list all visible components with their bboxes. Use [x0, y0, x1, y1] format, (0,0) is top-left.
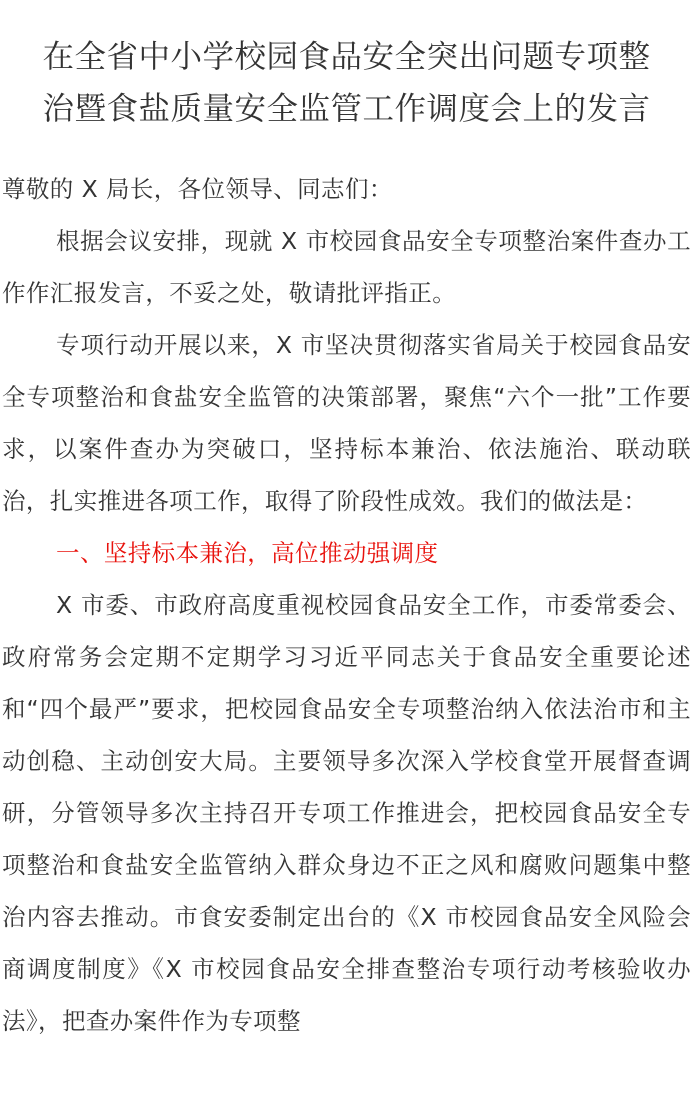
paragraph-overview: 专项行动开展以来，X 市坚决贯彻落实省局关于校园食品安全专项整治和食盐安全监管的决策部署，聚焦“六个一批”工作要求，以案件查办为突破口，坚持标本兼治、依法施治、联动联治，扎实推进各项工作，取得了阶段性成效。我们的做法是：: [2, 331, 691, 515]
document-body: [2, 163, 691, 1047]
title-line-2: 治暨食盐质量安全监管工作调度会上的发言: [42, 91, 651, 127]
document-title: [2, 0, 691, 135]
title-line-1: 在全省中小学校园食品安全突出问题专项整: [42, 39, 651, 75]
section-heading-1: 一、坚持标本兼治，高位推动强调度: [56, 539, 439, 567]
salutation: 尊敬的 X 局长，各位领导、同志们：: [2, 175, 393, 203]
paragraph-section-1: X 市委、市政府高度重视校园食品安全工作，市委常委会、政府常务会定期不定期学习习近平同志关于食品安全重要论述和“四个最严”要求，把校园食品安全专项整治纳入依法治市和主动创稳、主动创安大局。主要领导多次深入学校食堂开展督查调研，分管领导多次主持召开专项工作推进会，把校园食品安全专项整治和食盐安全监管纳入群众身边不正之风和腐败问题集中整治内容去推动。市食安委制定出台的《X 市校园食品安全风险会商调度制度》《X 市校园食品安全排查整治专项行动考核验收办法》，把查办案件作为专项整: [2, 591, 691, 1035]
paragraph-intro: 根据会议安排，现就 X 市校园食品安全专项整治案件查办工作作汇报发言，不妥之处，敬请批评指正。: [2, 227, 691, 307]
